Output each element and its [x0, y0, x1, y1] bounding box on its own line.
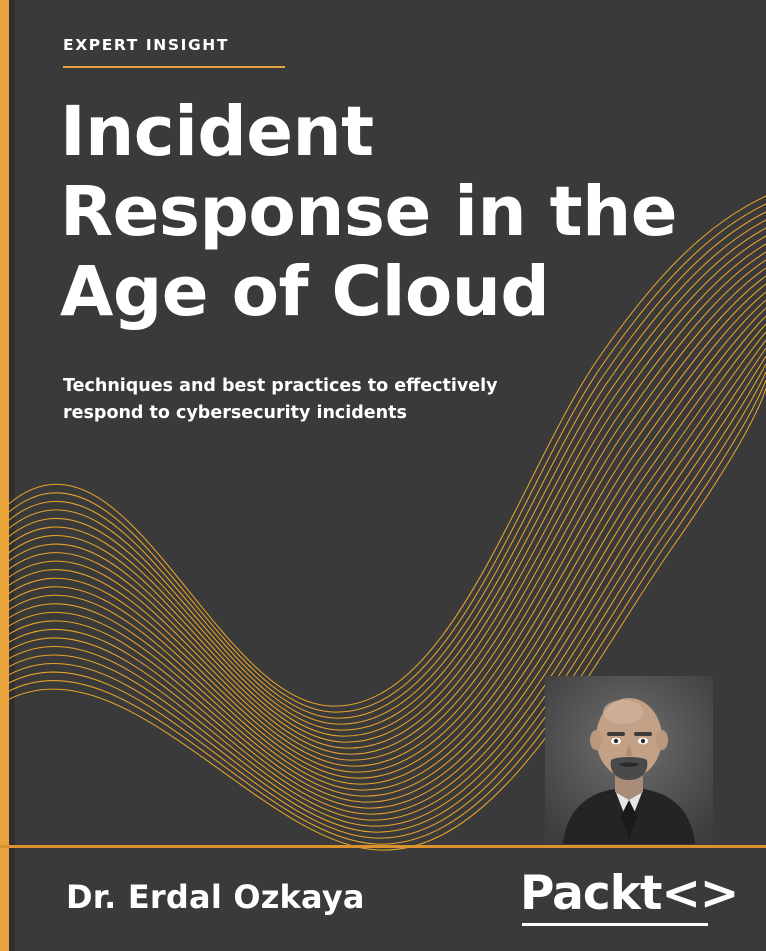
bottom-divider	[0, 845, 766, 848]
page-title	[60, 92, 720, 332]
publisher-name	[520, 866, 738, 921]
subtitle	[63, 373, 603, 427]
spine-inner-bar	[9, 0, 15, 951]
packt-logo	[520, 866, 739, 928]
publisher-underline	[522, 923, 708, 926]
subtitle-line-2: respond to cybersecurity incidents	[63, 403, 407, 424]
title-line-1: Incident	[60, 92, 374, 172]
author-portrait	[545, 676, 713, 844]
subtitle-line-1: Techniques and best practices to effectively	[63, 376, 498, 396]
publisher-wordmark: Packt	[520, 866, 662, 921]
title-line-2: Response in the	[60, 172, 678, 253]
publisher-mark: <>	[661, 866, 739, 921]
series-label: EXPERT INSIGHT	[63, 36, 230, 54]
author-name: Dr. Erdal Ozkaya	[66, 878, 365, 916]
spine-accent-bar	[0, 0, 9, 951]
title-line-3: Age of Cloud	[60, 252, 550, 333]
series-label-rule	[63, 66, 285, 68]
